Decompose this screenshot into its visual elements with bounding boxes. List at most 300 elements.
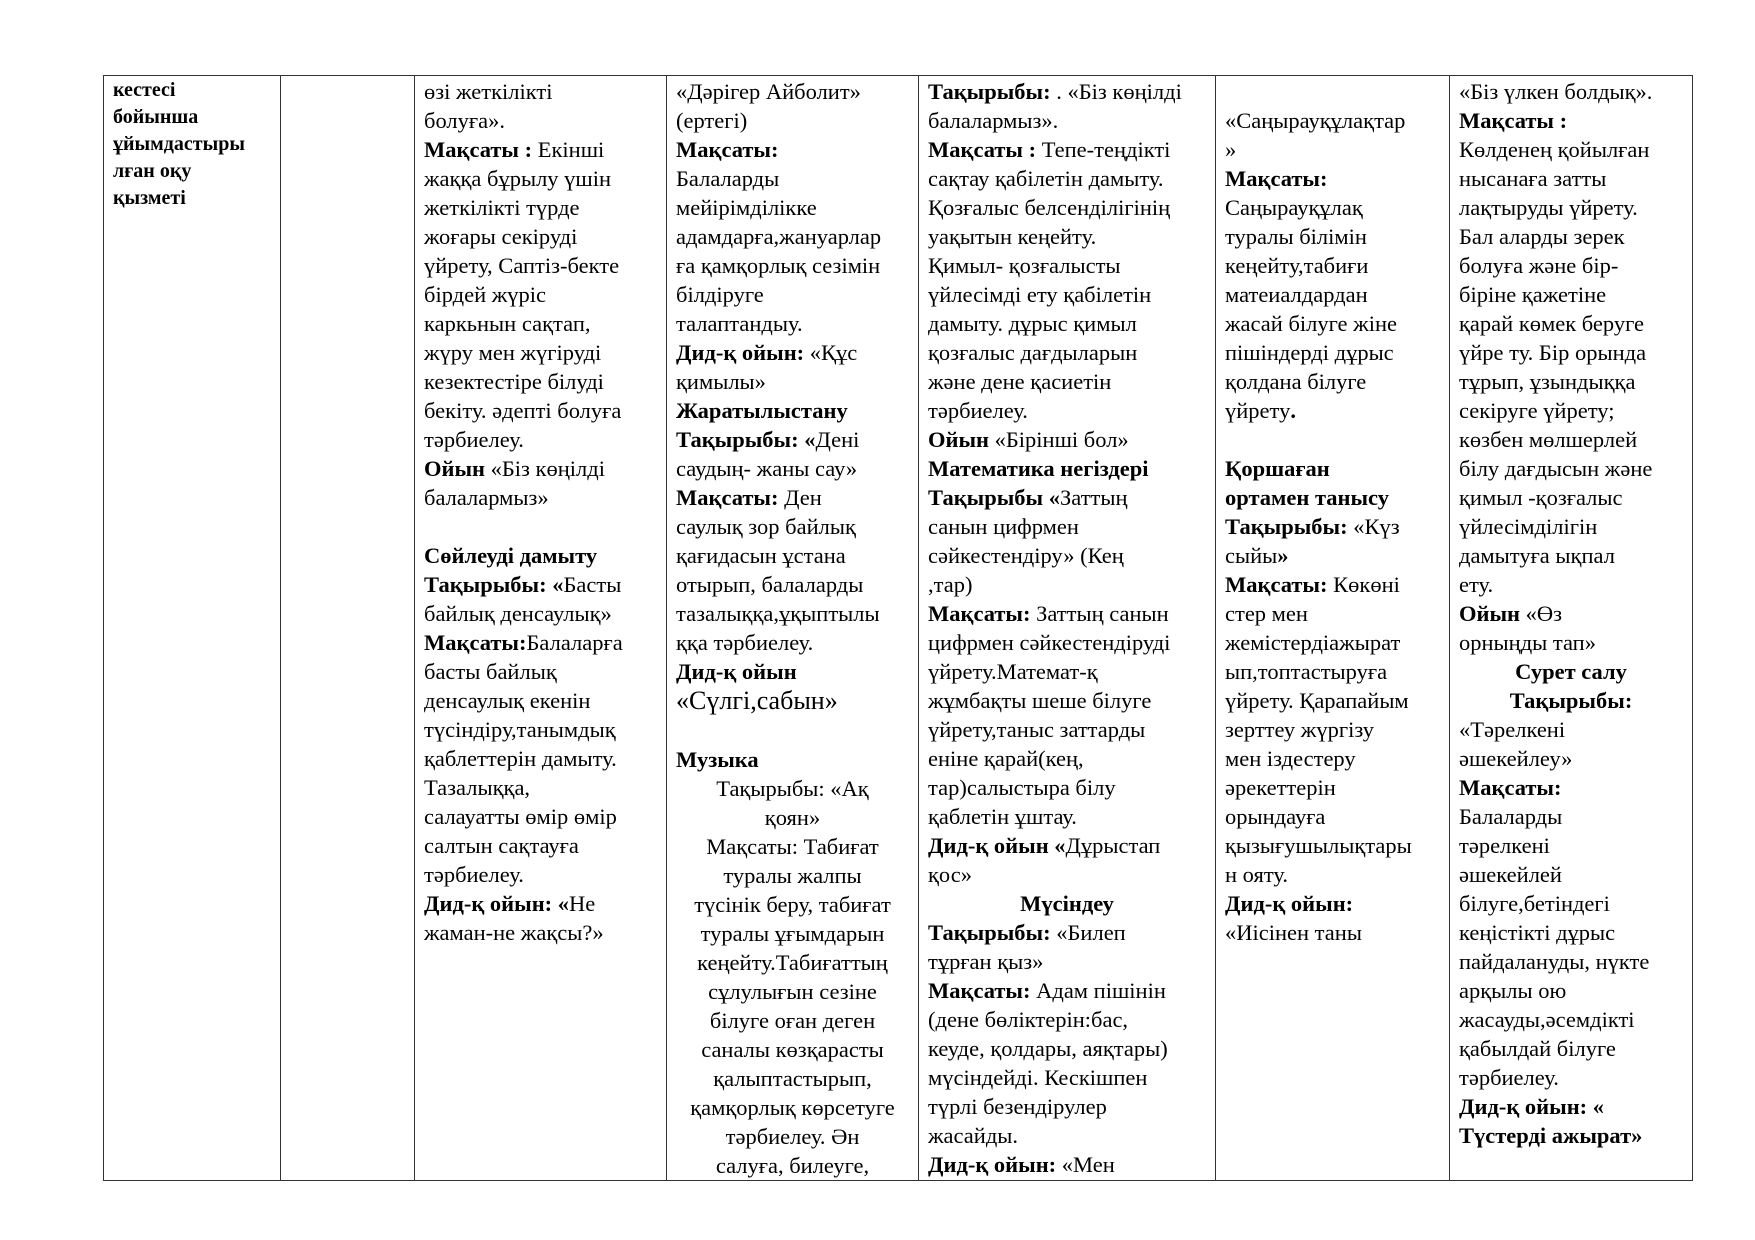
text: әшекейлей <box>1459 862 1562 887</box>
text-line <box>1459 454 1683 483</box>
bold-text: Сөйлеуді дамыту <box>424 543 598 568</box>
text-line <box>1225 222 1440 251</box>
text-line <box>1225 628 1440 657</box>
text-line <box>676 774 909 803</box>
text: Тақырыбы: «Ақ <box>716 776 869 801</box>
text-line <box>928 77 1206 106</box>
text-line <box>676 628 909 657</box>
text-line <box>1225 773 1440 802</box>
text: туралы білімін <box>1225 224 1367 249</box>
text: салауатты өмір өмір <box>424 804 617 829</box>
text-line <box>928 686 1206 715</box>
table-cell-c5 <box>919 76 1216 1181</box>
bold-text: Тақырыбы: <box>1225 514 1354 539</box>
text: тұрып, ұзындыққа <box>1459 369 1636 394</box>
text-line <box>676 686 909 716</box>
text: үйрету, Саптіз-бекте <box>424 253 620 278</box>
text: Дұрыстап <box>1065 833 1161 858</box>
text-line <box>676 716 909 745</box>
text-line <box>1459 164 1683 193</box>
text-line <box>676 1064 909 1093</box>
text: қарай көмек беруге <box>1459 311 1645 336</box>
text-line <box>1225 367 1440 396</box>
text-line <box>424 628 657 657</box>
text-line <box>928 135 1206 164</box>
text-line <box>1459 1092 1683 1121</box>
text: жемістердіажырат <box>1225 630 1401 655</box>
text-line <box>424 193 657 222</box>
text-line <box>1225 860 1440 889</box>
text-line <box>676 803 909 832</box>
text: бекіту. әдепті болуға <box>424 398 622 423</box>
text: жоғары секіруді <box>424 224 578 249</box>
text: тәрбиелеу. Ән <box>725 1124 860 1149</box>
text: орындауға <box>1225 804 1326 829</box>
text-line <box>1459 1121 1683 1150</box>
text-line <box>676 832 909 861</box>
text-line <box>676 338 909 367</box>
bold-text: Тақырыбы: <box>1509 688 1633 713</box>
text: Дені <box>815 427 860 452</box>
text: «Саңырауқұлақтар <box>1225 108 1406 133</box>
text: лақтыруды үйрету. <box>1459 195 1638 220</box>
bold-text: Тақырыбы: « <box>676 427 816 452</box>
text: сақтау қабілетін дамыту. <box>928 166 1164 191</box>
text: қалыптастырып, <box>713 1066 872 1091</box>
text-line <box>928 831 1206 860</box>
text: тәрбиелеу. <box>424 862 524 887</box>
bold-text: Тақырыбы: <box>928 79 1057 104</box>
text: әшекейлеу» <box>1459 746 1573 771</box>
text: әрекеттерін <box>1225 775 1336 800</box>
text-line <box>1459 541 1683 570</box>
text-line <box>1225 657 1440 686</box>
text-line <box>676 948 909 977</box>
text-line <box>424 599 657 628</box>
text-line <box>676 1093 909 1122</box>
table-cell-c7 <box>1450 76 1693 1181</box>
bold-text: Тақырыбы « <box>928 485 1061 510</box>
text: жасауды,әсемдікті <box>1459 1007 1635 1032</box>
text-line <box>928 483 1206 512</box>
text: ету. <box>1459 572 1494 597</box>
bold-text: Дид-қ ойын: <box>928 1152 1062 1177</box>
text-line <box>1459 135 1683 164</box>
text: «Біз көңілді <box>490 456 605 481</box>
bold-text: Ойын <box>1459 601 1526 626</box>
text: кезектестіре білуді <box>424 369 604 394</box>
text: «Тәрелкені <box>1459 717 1566 742</box>
text: жаман-не жақсы?» <box>424 920 604 945</box>
text-line <box>928 367 1206 396</box>
text-line <box>928 222 1206 251</box>
bold-text: Дид-қ ойын « <box>928 833 1066 858</box>
text: түсіндіру,танымдық <box>424 717 616 742</box>
text-line <box>676 1035 909 1064</box>
text: салтын сақтауға <box>424 833 579 858</box>
text-line <box>676 599 909 628</box>
text-line <box>1459 744 1683 773</box>
text-line <box>676 890 909 919</box>
text-line <box>1459 628 1683 657</box>
bold-text: Мақсаты : <box>928 137 1042 162</box>
text-line <box>424 338 657 367</box>
text-line <box>1225 309 1440 338</box>
text-line <box>424 802 657 831</box>
text: Қимыл- қозғалысты <box>928 253 1121 278</box>
text-line <box>676 1151 909 1180</box>
text-line <box>113 158 271 185</box>
text-line <box>424 715 657 744</box>
text-line <box>1225 570 1440 599</box>
text: жұмбақты шеше білуге <box>928 688 1152 713</box>
text: және дене қасиетін <box>928 369 1112 394</box>
text: Қозғалыс белсенділігінің <box>928 195 1171 220</box>
text-line <box>424 77 657 106</box>
text-line <box>424 831 657 860</box>
text: каркьнын сақтап, <box>424 311 591 336</box>
text: үйре ту. Бір орында <box>1459 340 1647 365</box>
text-line <box>1225 483 1440 512</box>
text: пайдалануды, нүкте <box>1459 949 1650 974</box>
text-line <box>1459 251 1683 280</box>
text: жасай білуге жіне <box>1225 311 1397 336</box>
bold-text: Мақсаты : <box>1459 108 1568 133</box>
text: «Күз <box>1353 514 1400 539</box>
bold-text: Жаратылыстану <box>676 398 848 423</box>
text: «Бірінші бол» <box>994 427 1129 452</box>
text: Адам пішінін <box>1036 978 1166 1003</box>
bold-text: Мақсаты: <box>676 137 779 162</box>
text: «Сүлгі,сабын» <box>676 686 838 715</box>
text-line <box>676 106 909 135</box>
text-line <box>1459 1063 1683 1092</box>
text-line <box>1459 976 1683 1005</box>
text-line <box>928 1063 1206 1092</box>
text: қолдана білуге <box>1225 369 1367 394</box>
text: мейірімділікке <box>676 195 817 220</box>
text-line <box>424 164 657 193</box>
text-line <box>1459 686 1683 715</box>
text: жаққа бұрылу үшін <box>424 166 612 191</box>
text-line <box>424 425 657 454</box>
text-line <box>113 104 271 131</box>
text-line <box>1459 657 1683 686</box>
text: Саңырауқұлақ <box>1225 195 1363 220</box>
text-line <box>676 77 909 106</box>
text-line <box>424 483 657 512</box>
text: тазалыққа,ұқыптылы <box>676 601 880 626</box>
bold-text: Мақсаты: <box>1459 775 1562 800</box>
text: білуге оған деген <box>709 1008 876 1033</box>
text: балалармыз». <box>928 108 1059 133</box>
text: ып,топтастыруға <box>1225 659 1388 684</box>
text-line <box>928 1092 1206 1121</box>
text-line <box>928 541 1206 570</box>
text-line <box>676 483 909 512</box>
text: дамыту. дұрыс қимыл <box>928 311 1137 336</box>
text-line <box>928 744 1206 773</box>
text-line <box>928 860 1206 889</box>
text: саналы көзқарасты <box>701 1037 884 1062</box>
text-line <box>928 106 1206 135</box>
text-line <box>1459 425 1683 454</box>
bold-text: ұйымдастыры <box>113 133 245 155</box>
text: тәрбиелеу. <box>424 427 524 452</box>
text-line <box>424 860 657 889</box>
text: еніне қарай(кең, <box>928 746 1084 771</box>
text-line <box>1459 1005 1683 1034</box>
text-line <box>1459 860 1683 889</box>
text: стер мен <box>1225 601 1308 626</box>
bold-text: Мүсіндеу <box>1020 891 1114 916</box>
text: білдіруге <box>676 282 764 307</box>
table-row <box>104 76 1693 1181</box>
text-line <box>676 512 909 541</box>
text: тұрған қыз» <box>928 949 1044 974</box>
text-line <box>1225 918 1440 947</box>
text-line <box>676 309 909 338</box>
text-line <box>424 541 657 570</box>
text: үйлесімді ету қабілетін <box>928 282 1152 307</box>
table-cell-c4 <box>667 76 919 1181</box>
bold-text: Түстерді ажырат» <box>1459 1123 1643 1148</box>
text-line <box>1225 599 1440 628</box>
text-line <box>1459 106 1683 135</box>
text: қағидасын ұстана <box>676 543 846 568</box>
text: Тазалыққа, <box>424 775 531 800</box>
text-line <box>928 773 1206 802</box>
text: Екінші <box>537 137 605 162</box>
text-line <box>1459 396 1683 425</box>
text: Көлденең қойылған <box>1459 137 1650 162</box>
text: санын цифрмен <box>928 514 1079 539</box>
text-line <box>1225 135 1440 164</box>
text-line <box>424 889 657 918</box>
table-cell-c2 <box>281 76 415 1181</box>
text-line <box>1459 512 1683 541</box>
text: білуге,бетіндегі <box>1459 891 1610 916</box>
text-line <box>928 193 1206 222</box>
text: н ояту. <box>1225 862 1288 887</box>
bold-text: Ойын <box>424 456 491 481</box>
table-cell-c6 <box>1216 76 1450 1181</box>
text: . «Біз көңілді <box>1056 79 1182 104</box>
text-line <box>928 918 1206 947</box>
text: қоян» <box>764 805 821 830</box>
text-line <box>928 802 1206 831</box>
bold-text: Сурет салу <box>1515 659 1627 684</box>
text-line <box>1225 77 1440 106</box>
text: » <box>1225 137 1237 162</box>
text: Ден <box>784 485 822 510</box>
text-line <box>1225 889 1440 918</box>
text-line <box>1225 396 1440 425</box>
text: балалармыз» <box>424 485 549 510</box>
text: Балаларды <box>676 166 780 191</box>
text: «Өз <box>1525 601 1563 626</box>
text-line <box>1459 570 1683 599</box>
text-line <box>1225 454 1440 483</box>
text-line <box>676 861 909 890</box>
text: сәйкестендіру» (Кең <box>928 543 1124 568</box>
text: ққа тәрбиелеу. <box>676 630 814 655</box>
text-line <box>928 657 1206 686</box>
text: «Біз үлкен болдық». <box>1459 79 1653 104</box>
text: білу дағдысын және <box>1459 456 1653 481</box>
text-line <box>1225 831 1440 860</box>
text: (ертегі) <box>676 108 748 133</box>
text-line <box>113 185 271 212</box>
bold-text: Дид-қ ойын <box>676 659 797 684</box>
text-line <box>424 773 657 802</box>
text-line <box>1225 744 1440 773</box>
text-line <box>113 77 271 104</box>
bold-text: » <box>1277 543 1289 568</box>
text-line <box>1225 106 1440 135</box>
text-line <box>424 251 657 280</box>
text: Мақсаты: Табиғат <box>706 834 879 859</box>
text: қос» <box>928 862 972 887</box>
text: ,тар) <box>928 572 973 597</box>
text: кеңейту.Табиғаттың <box>697 950 888 975</box>
text-line <box>1459 918 1683 947</box>
text-line <box>424 106 657 135</box>
text-line <box>928 280 1206 309</box>
text-line <box>928 454 1206 483</box>
text: қаблеттерін дамыту. <box>424 746 617 771</box>
text-line <box>113 131 271 158</box>
text: үйрету.Математ-қ <box>928 659 1098 684</box>
text-line <box>928 309 1206 338</box>
text: үйрету. Қарапайым <box>1225 688 1409 713</box>
text: мүсіндейді. Кескішпен <box>928 1065 1148 1090</box>
text-line <box>676 570 909 599</box>
text: саудың- жаны сау» <box>676 456 858 481</box>
bold-text: лған оқу <box>113 160 192 182</box>
text-line <box>1225 280 1440 309</box>
text-line <box>928 976 1206 1005</box>
text: «Дәрігер Айболит» <box>676 79 861 104</box>
text-line <box>676 135 909 164</box>
text: (дене бөліктерін:бас, <box>928 1007 1129 1032</box>
text-line <box>928 164 1206 193</box>
text-line <box>1459 802 1683 831</box>
text-line <box>1459 715 1683 744</box>
text-line <box>928 512 1206 541</box>
text-line <box>928 947 1206 976</box>
bold-text: Дид-қ ойын: « <box>1459 1094 1605 1119</box>
text: «Билеп <box>1056 920 1126 945</box>
text-line <box>928 570 1206 599</box>
text: мен іздестеру <box>1225 746 1356 771</box>
text-line <box>1459 193 1683 222</box>
bold-text: Мақсаты: <box>676 485 785 510</box>
text-line <box>424 222 657 251</box>
table-cell-c3 <box>415 76 667 1181</box>
text-line <box>928 1005 1206 1034</box>
text-line <box>676 454 909 483</box>
text-line <box>424 744 657 773</box>
text-line <box>424 309 657 338</box>
bold-text: Қоршаған <box>1225 456 1330 481</box>
text: қызығушылықтары <box>1225 833 1412 858</box>
text-line <box>424 570 657 599</box>
text-line <box>424 280 657 309</box>
text-line <box>1459 889 1683 918</box>
text-line <box>1459 599 1683 628</box>
text-line <box>676 425 909 454</box>
text-line <box>676 367 909 396</box>
table-cell-c1 <box>104 76 281 1181</box>
text: қаблетін ұштау. <box>928 804 1077 829</box>
text-line <box>676 1006 909 1035</box>
text-line <box>928 1150 1206 1179</box>
text: «Иісінен таны <box>1225 920 1362 945</box>
bold-text: . <box>1290 398 1296 423</box>
text: отырып, балаларды <box>676 572 864 597</box>
bold-text: Музыка <box>676 747 759 772</box>
text: қабылдай білуге <box>1459 1036 1616 1061</box>
text: цифрмен сәйкестендіруді <box>928 630 1171 655</box>
text: басты байлық <box>424 659 557 684</box>
text-line <box>424 396 657 425</box>
text-line <box>1225 338 1440 367</box>
text-line <box>928 396 1206 425</box>
text-line <box>1459 309 1683 338</box>
text: денсаулық екенін <box>424 688 591 713</box>
bold-text: Ойын <box>928 427 995 452</box>
text: сыйы <box>1225 543 1278 568</box>
text-line <box>1459 1034 1683 1063</box>
text: тар)салыстыра білу <box>928 775 1116 800</box>
text: Заттың <box>1060 485 1128 510</box>
text: кеңістікті дұрыс <box>1459 920 1616 945</box>
text: туралы ұғымдарын <box>700 921 885 946</box>
text: үйлесімділігін <box>1459 514 1598 539</box>
text: түсінік беру, табиғат <box>694 892 891 917</box>
text-line <box>676 222 909 251</box>
text: сұлулығын сезіне <box>708 979 877 1004</box>
text: салуға, билеуге, <box>715 1153 870 1178</box>
bold-text: Мақсаты: <box>424 630 527 655</box>
bold-text: Дид-қ ойын: <box>1225 891 1354 916</box>
text-line <box>424 686 657 715</box>
bold-text: ортамен танысу <box>1225 485 1389 510</box>
text: дамытуға ықпал <box>1459 543 1615 568</box>
bold-text: Мақсаты : <box>424 137 538 162</box>
text-line <box>676 657 909 686</box>
text-line <box>1225 193 1440 222</box>
text: қимыл -қозғалыс <box>1459 485 1623 510</box>
text: орныңды тап» <box>1459 630 1596 655</box>
text-line <box>928 251 1206 280</box>
text: туралы жалпы <box>723 863 862 888</box>
text-line <box>676 396 909 425</box>
bold-text: Мақсаты: <box>928 978 1037 1003</box>
bold-text: Математика негіздері <box>928 456 1149 481</box>
text: Балаларды <box>1459 804 1563 829</box>
text-line <box>928 1121 1206 1150</box>
text-line <box>928 628 1206 657</box>
text-line <box>1459 367 1683 396</box>
text: кеңейту,табиғи <box>1225 253 1369 278</box>
text: Көкөні <box>1333 572 1400 597</box>
text: жүру мен жүгіруді <box>424 340 602 365</box>
text: арқылы ою <box>1459 978 1567 1003</box>
text: талаптандыу. <box>676 311 803 336</box>
bold-text: бойынша <box>113 106 199 128</box>
